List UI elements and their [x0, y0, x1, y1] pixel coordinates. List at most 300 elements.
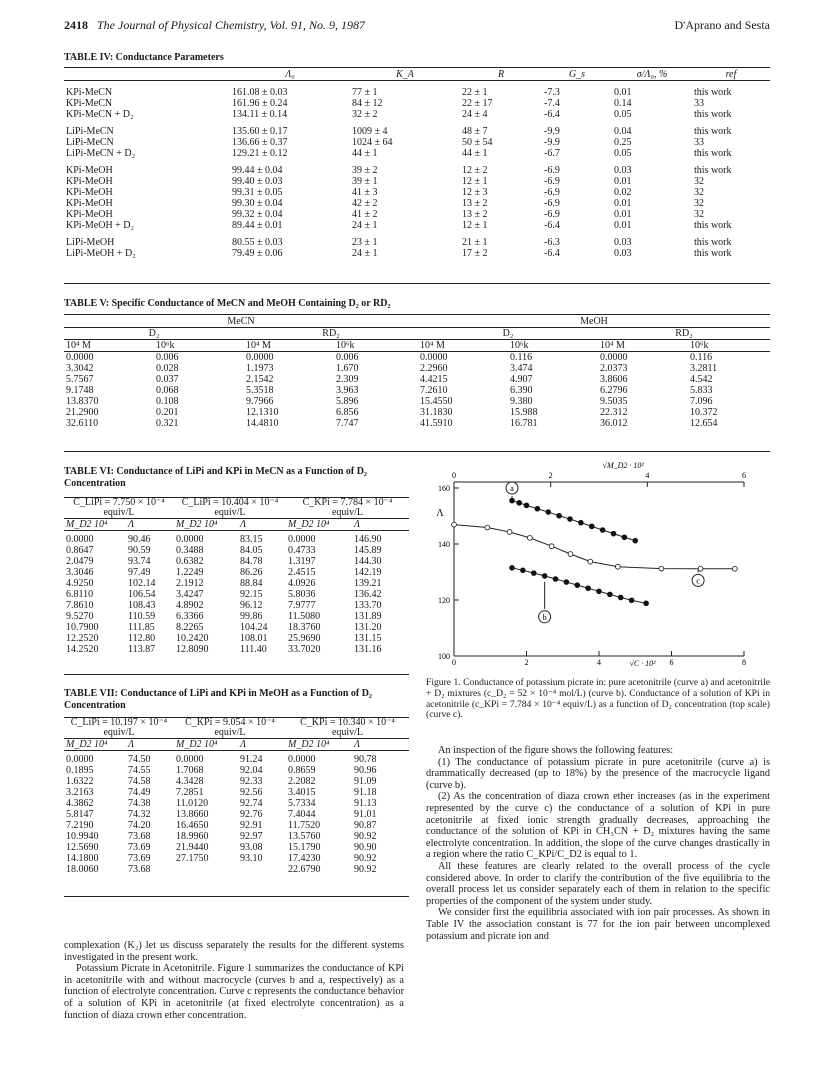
table5-row — [64, 363, 770, 374]
table4-cell: 24 ± 1 — [352, 248, 378, 259]
table6-cell: 146.90 — [354, 534, 382, 545]
table5-cell: 0.028 — [156, 363, 179, 374]
table7-cell: 74.50 — [128, 754, 151, 765]
table6-cell: 1.3197 — [288, 556, 316, 567]
table5-cell: 0.201 — [156, 407, 179, 418]
table6-subheader: M_D2 10⁴ — [174, 519, 238, 531]
page-header — [64, 18, 770, 38]
table6-cell: 106.54 — [128, 589, 156, 600]
table4-cell: KPi-MeCN + D₂ — [66, 109, 134, 120]
table7-subheader: M_D2 10⁴ — [286, 739, 352, 751]
table6-cell: 4.9250 — [66, 578, 94, 589]
table7-cell: 92.74 — [240, 798, 263, 809]
table6-bottom-rule — [64, 674, 409, 675]
table6-cell: 6.8110 — [66, 589, 94, 600]
table4-cell: 44 ± 1 — [352, 148, 378, 159]
y-tick-label: 160 — [438, 484, 450, 493]
table7-cell: 10.9940 — [66, 831, 99, 842]
table6-row — [64, 600, 409, 611]
table4-cell: LiPi-MeCN + D₂ — [66, 148, 136, 159]
journal-title: The Journal of Physical Chemistry, Vol. 91, No. 9, 1987 — [97, 18, 365, 32]
table6-cell: 111.85 — [128, 622, 155, 633]
curve-c-point — [659, 566, 664, 571]
y-tick-label: 140 — [438, 540, 450, 549]
table4-cell: 99.31 ± 0.05 — [232, 187, 283, 198]
table7-cell: 91.13 — [354, 798, 377, 809]
table6-cell: 131.16 — [354, 644, 382, 655]
table6-cell: 108.43 — [128, 600, 156, 611]
table7-bottom-rule — [64, 896, 409, 897]
table5-cell: 2.0373 — [600, 363, 628, 374]
curve-a-point — [535, 506, 540, 511]
x-top-tick-label: 2 — [548, 471, 553, 480]
table7-cell: 90.90 — [354, 842, 377, 853]
table4-cell: -7.3 — [544, 87, 560, 98]
table5-cell: 0.116 — [510, 352, 533, 363]
table7-series-header: C_KPi = 10.340 × 10⁻⁴ equiv/L — [286, 718, 409, 739]
x-bottom-tick-label: 2 — [524, 658, 529, 667]
table6-cell: 0.8647 — [66, 545, 94, 556]
table5-cell: 2.2960 — [420, 363, 448, 374]
table4-cell: this work — [694, 126, 732, 137]
table7-row — [64, 864, 409, 875]
table7-series-header: C_KPi = 9.054 × 10⁻⁴ equiv/L — [174, 718, 286, 739]
table4-cell: 32 — [694, 198, 704, 209]
table7-cell: 92.97 — [240, 831, 263, 842]
table7-cell: 2.2082 — [288, 776, 316, 787]
table5-row — [64, 352, 770, 364]
table6-cell: 10.2420 — [176, 633, 209, 644]
authors: D'Aprano and Sesta — [674, 18, 770, 32]
table6-subheader: M_D2 10⁴ — [286, 519, 352, 531]
table5-solvent-header: MeOH — [418, 316, 770, 328]
curve-c-point — [527, 535, 532, 540]
table4-cell: 80.55 ± 0.03 — [232, 237, 283, 248]
table5-row — [64, 385, 770, 396]
table5-row — [64, 374, 770, 385]
table7-cell: 92.56 — [240, 787, 263, 798]
table5-ligand-header: RD₂ — [244, 328, 418, 340]
table6-cell: 25.9690 — [288, 633, 321, 644]
table7-row — [64, 820, 409, 831]
table4-row — [64, 198, 770, 209]
paragraph: (1) The conductance of potassium picrate in pure acetonitrile (curve a) is drammatically decreased (up to 18%) by the presence of the macrocycle ligand (curve b). — [426, 756, 770, 791]
table4-row — [64, 98, 770, 109]
table5-subheader: 10⁴ M — [418, 340, 508, 352]
table5-cell: 4.542 — [690, 374, 713, 385]
table6-cell: 0.6382 — [176, 556, 204, 567]
table4-cell: KPi-MeOH — [66, 187, 113, 198]
table7-series-row — [64, 718, 409, 739]
table5-ligand-row — [64, 328, 770, 340]
curve-b-point — [618, 595, 623, 600]
table4-column-header: Λ₀ — [230, 69, 350, 81]
table5-cell: 3.963 — [336, 385, 359, 396]
table7-cell: 74.20 — [128, 820, 151, 831]
table4-cell: 129.21 ± 0.12 — [232, 148, 288, 159]
table5-cell: 16.781 — [510, 418, 538, 429]
table7-cell: 12.5690 — [66, 842, 99, 853]
table4-row — [64, 148, 770, 159]
table5-cell: 32.6110 — [66, 418, 99, 429]
table7-cell: 91.24 — [240, 754, 263, 765]
table6-row — [64, 545, 409, 556]
table7-cell: 3.2163 — [66, 787, 94, 798]
table5-cell: 7.747 — [336, 418, 359, 429]
table5 — [64, 316, 770, 429]
table4-cell: 89.44 ± 0.01 — [232, 220, 283, 231]
table7-row — [64, 809, 409, 820]
table6-series-header: C_LiPi = 7.750 × 10⁻⁴ equiv/L — [64, 498, 174, 519]
table5-cell: 2.1542 — [246, 374, 274, 385]
table5-cell: 4.4215 — [420, 374, 448, 385]
table6-cell: 133.70 — [354, 600, 382, 611]
table7-cell: 73.68 — [128, 831, 151, 842]
table6-row — [64, 531, 409, 546]
table6-cell: 33.7020 — [288, 644, 321, 655]
text-column-left — [64, 940, 404, 1021]
table7-cell: 1.7068 — [176, 765, 204, 776]
x-top-tick-label: 6 — [742, 471, 746, 480]
table4-cell: 84 ± 12 — [352, 98, 383, 109]
table7 — [64, 718, 409, 875]
curve-b-point — [542, 574, 547, 579]
curve-a-point — [600, 528, 605, 533]
table6-cell: 102.14 — [128, 578, 156, 589]
table4-cell: 0.14 — [614, 98, 632, 109]
table6-cell: 11.5080 — [288, 611, 321, 622]
table7-cell: 17.4230 — [288, 853, 321, 864]
table4-cell: 12 ± 1 — [462, 220, 488, 231]
table6-row — [64, 622, 409, 633]
table4-cell: 12 ± 3 — [462, 187, 488, 198]
table5-cell: 1.670 — [336, 363, 359, 374]
table6-row — [64, 611, 409, 622]
table4-column-header: R — [460, 69, 542, 81]
table5-cell: 0.321 — [156, 418, 179, 429]
table7-cell: 91.01 — [354, 809, 377, 820]
table7-cell: 74.38 — [128, 798, 151, 809]
table7-cell: 0.1895 — [66, 765, 94, 776]
table6-cell: 111.40 — [240, 644, 267, 655]
table4-cell: 13 ± 2 — [462, 198, 488, 209]
table7-cell: 90.92 — [354, 864, 377, 875]
table4-cell: 39 ± 1 — [352, 176, 378, 187]
table6-cell: 97.49 — [128, 567, 151, 578]
curve-a-point — [578, 520, 583, 525]
table5-cell: 6.390 — [510, 385, 533, 396]
table7-cell: 90.92 — [354, 831, 377, 842]
curve-a-point — [589, 524, 594, 529]
curve-b-point — [597, 589, 602, 594]
table6-cell: 144.30 — [354, 556, 382, 567]
curve-a-point — [557, 513, 562, 518]
table6-row — [64, 578, 409, 589]
table4-row — [64, 176, 770, 187]
table5-cell: 9.380 — [510, 396, 533, 407]
y-tick-label: 100 — [438, 652, 450, 661]
table5-cell: 0.006 — [156, 352, 179, 363]
table7-cell: 73.69 — [128, 853, 151, 864]
table4-cell: 41 ± 2 — [352, 209, 378, 220]
table4-cell: 32 — [694, 187, 704, 198]
y-tick-label: 120 — [438, 596, 450, 605]
table4-cell: 12 ± 2 — [462, 165, 488, 176]
figure-1-caption: Figure 1. Conductance of potassium picrate in: pure acetonitrile (curve a) and acetonitrile + D₂ mixtures (c_D₂ = 52 × 10⁻⁴ mol/L) (curve b). Conductance of a solution of KPi in acetonitrile (c_KPi = 7.784 × 10⁻⁴ equiv/L) as a function of D₂ concentration (top scale) (curve c). — [426, 677, 770, 721]
table7-cell: 92.04 — [240, 765, 263, 776]
paragraph: An inspection of the figure shows the following features: — [438, 745, 674, 756]
table4-cell: 17 ± 2 — [462, 248, 488, 259]
table5-ligand-header: D₂ — [418, 328, 598, 340]
table4-cell: KPi-MeOH + D₂ — [66, 220, 135, 231]
table4-cell: 33 — [694, 98, 704, 109]
table5-subheader-row — [64, 340, 770, 352]
table6-cell: 7.8610 — [66, 600, 94, 611]
table4-cell: -6.9 — [544, 187, 560, 198]
table4-cell: 79.49 ± 0.06 — [232, 248, 283, 259]
curve-b-point — [629, 598, 634, 603]
paragraph: All these features are clearly related to the overall process of the cycle considered above. In order to clarify the contribution of the five equilibria to the overall process let us consider separately each of them in relation to the specific properties of the component of the system under study. — [426, 860, 770, 907]
table4-top-rule — [64, 67, 770, 68]
x-bottom-axis-label: √C · 10² — [629, 659, 656, 668]
table5-top-rule — [64, 314, 770, 315]
table5-ligand-header: RD₂ — [598, 328, 770, 340]
table4-cell: 99.44 ± 0.04 — [232, 165, 283, 176]
curve-a-point — [633, 538, 638, 543]
table4-cell: 0.01 — [614, 176, 632, 187]
table6-cell: 0.0000 — [176, 534, 204, 545]
table4-cell: 32 — [694, 176, 704, 187]
table4-cell: this work — [694, 148, 732, 159]
table6-cell: 2.4515 — [288, 567, 316, 578]
table4-cell: KPi-MeOH — [66, 198, 113, 209]
table4-cell: -6.4 — [544, 220, 560, 231]
table6-cell: 136.42 — [354, 589, 382, 600]
table6-cell: 2.1912 — [176, 578, 204, 589]
table7-cell: 14.1800 — [66, 853, 99, 864]
table6-cell: 0.0000 — [288, 534, 316, 545]
table4-row — [64, 137, 770, 148]
table7-cell — [238, 864, 286, 875]
table5-subheader: 10⁴ M — [244, 340, 334, 352]
table6-subheader: Λ — [238, 519, 286, 531]
curve-c-point — [507, 530, 512, 535]
table6-row — [64, 589, 409, 600]
table5-cell: 21.2900 — [66, 407, 99, 418]
table7-cell: 11.7520 — [288, 820, 321, 831]
table7-cell: 21.9440 — [176, 842, 209, 853]
table4-cell: 0.02 — [614, 187, 632, 198]
table7-cell: 93.08 — [240, 842, 263, 853]
curve-a-point — [611, 531, 616, 536]
table7-subheader: Λ — [238, 739, 286, 751]
table4-cell: 22 ± 17 — [462, 98, 493, 109]
table6-cell: 86.26 — [240, 567, 263, 578]
curve-c-point — [732, 566, 737, 571]
table6-cell: 108.01 — [240, 633, 268, 644]
table4-cell: 32 ± 2 — [352, 109, 378, 120]
table5-subheader: 10⁶k — [154, 340, 244, 352]
table7-cell: 90.78 — [354, 754, 377, 765]
table6-cell: 113.87 — [128, 644, 156, 655]
table4-cell: 0.25 — [614, 137, 632, 148]
table4-cell: 0.03 — [614, 165, 632, 176]
table4-cell: 99.30 ± 0.04 — [232, 198, 283, 209]
curve-a-point — [568, 517, 573, 522]
table4-cell: 161.96 ± 0.24 — [232, 98, 288, 109]
table4-cell: -9.9 — [544, 137, 560, 148]
table6-cell: 90.59 — [128, 545, 151, 556]
table7-cell: 74.55 — [128, 765, 151, 776]
table4-caption: TABLE IV: Conductance Parameters — [64, 52, 224, 63]
table7-cell: 91.09 — [354, 776, 377, 787]
table5-subheader: 10⁴ M — [598, 340, 688, 352]
table7-cell: 7.4044 — [288, 809, 316, 820]
table5-row — [64, 396, 770, 407]
x-bottom-tick-label: 0 — [452, 658, 456, 667]
table7-subheader: M_D2 10⁴ — [174, 739, 238, 751]
table5-cell: 12.1310 — [246, 407, 279, 418]
table4-cell: LiPi-MeOH — [66, 237, 115, 248]
table4-cell: 0.03 — [614, 248, 632, 259]
table4-cell: KPi-MeOH — [66, 176, 113, 187]
table4-cell: 24 ± 4 — [462, 109, 488, 120]
table7-cell: 16.4650 — [176, 820, 209, 831]
table5-cell: 9.5035 — [600, 396, 628, 407]
curve-c-line — [454, 525, 735, 569]
table5-cell: 0.116 — [690, 352, 713, 363]
table7-cell: 3.4015 — [288, 787, 316, 798]
x-bottom-tick-label: 4 — [597, 658, 601, 667]
table6-row — [64, 633, 409, 644]
table5-ligand-header: D₂ — [64, 328, 244, 340]
table5-bottom-rule — [64, 451, 770, 452]
curve-b-point — [586, 586, 591, 591]
table7-cell: 7.2851 — [176, 787, 204, 798]
table4-cell: KPi-MeOH — [66, 209, 113, 220]
table4-cell: -6.9 — [544, 165, 560, 176]
table4-cell: KPi-MeCN — [66, 87, 113, 98]
x-top-axis-label: √M_D2 · 10² — [602, 461, 644, 470]
table7-cell: 90.96 — [354, 765, 377, 776]
table4-bottom-rule — [64, 283, 770, 284]
table6-row — [64, 644, 409, 655]
table4-cell: 1009 ± 4 — [352, 126, 388, 137]
table7-cell: 11.0120 — [176, 798, 209, 809]
table7-cell: 27.1750 — [176, 853, 209, 864]
table5-cell: 41.5910 — [420, 418, 453, 429]
curve-b-point — [575, 583, 580, 588]
table5-cell: 9.1748 — [66, 385, 94, 396]
table4-cell: 0.05 — [614, 148, 632, 159]
table6-row — [64, 556, 409, 567]
table6-cell: 0.3488 — [176, 545, 204, 556]
table5-cell: 36.012 — [600, 418, 628, 429]
annotation-label: c — [696, 576, 700, 586]
table5-cell: 6.856 — [336, 407, 359, 418]
table7-subheader: M_D2 10⁴ — [64, 739, 126, 751]
table7-cell: 74.58 — [128, 776, 151, 787]
table6-subheader: M_D2 10⁴ — [64, 519, 126, 531]
table7-subheader: Λ — [126, 739, 174, 751]
table4-column-header: ref — [692, 69, 770, 81]
table5-cell: 12.654 — [690, 418, 718, 429]
table5-cell: 2.309 — [336, 374, 359, 385]
table5-cell: 0.068 — [156, 385, 179, 396]
table7-cell: 4.3428 — [176, 776, 204, 787]
table4-cell: 22 ± 1 — [462, 87, 488, 98]
table7-cell: 0.8659 — [288, 765, 316, 776]
table6-cell: 3.3046 — [66, 567, 94, 578]
table5-cell: 5.833 — [690, 385, 713, 396]
table4-cell: -6.9 — [544, 209, 560, 220]
table4-cell: this work — [694, 87, 732, 98]
table7-row — [64, 831, 409, 842]
table4-cell: 0.01 — [614, 198, 632, 209]
table6-cell: 139.21 — [354, 578, 382, 589]
table7-cell: 22.6790 — [288, 864, 321, 875]
curve-b-point — [520, 568, 525, 573]
curve-b-point — [564, 580, 569, 585]
paragraph: (2) As the concentration of diaza crown ether increases (as in the experiment represented by the curve c) the conductance of a solution of KPi in pure acetonitrile at fixed ionic strength gradually decreases, approaching the conductance of the solution of KPi in CH₃CN + D₂ mixtures having the same electrolyte concentration. In addition, the slope of the curve changes drastically in a region where the ratio C_KPi/C_D2 is equal to 1. — [426, 791, 770, 861]
table7-row — [64, 776, 409, 787]
table6-cell: 3.4247 — [176, 589, 204, 600]
table4-cell: 32 — [694, 209, 704, 220]
table4-cell: 99.40 ± 0.03 — [232, 176, 283, 187]
table4-cell: 136.66 ± 0.37 — [232, 137, 288, 148]
table6-cell: 131.20 — [354, 622, 382, 633]
table7-series-header: C_LiPi = 10.197 × 10⁻⁴ equiv/L — [64, 718, 174, 739]
table7-row — [64, 751, 409, 766]
table5-cell: 0.0000 — [600, 352, 628, 363]
curve-a-line — [512, 501, 635, 541]
figure-1-chart — [426, 458, 770, 674]
table4-cell: 0.01 — [614, 87, 632, 98]
table4-cell: 135.60 ± 0.17 — [232, 126, 288, 137]
table6-cell: 5.8036 — [288, 589, 316, 600]
table7-cell: 0.0000 — [288, 754, 316, 765]
table5-cell: 6.2796 — [600, 385, 628, 396]
table6-cell: 4.8902 — [176, 600, 204, 611]
table7-row — [64, 842, 409, 853]
table6-series-header: C_LiPi = 10.404 × 10⁻⁴ equiv/L — [174, 498, 286, 519]
table5-cell: 22.312 — [600, 407, 628, 418]
table7-cell: 15.1790 — [288, 842, 321, 853]
table4-cell: 48 ± 7 — [462, 126, 488, 137]
table6-cell: 8.2265 — [176, 622, 204, 633]
table7-cell: 4.3862 — [66, 798, 94, 809]
table6-cell: 110.59 — [128, 611, 156, 622]
table6-cell: 7.9777 — [288, 600, 316, 611]
table6-cell: 12.8090 — [176, 644, 209, 655]
table6-caption: TABLE VI: Conductance of LiPi and KPi in MeCN as a Function of D₂ Concentration — [64, 466, 367, 489]
table6-subheader-row — [64, 519, 409, 531]
table4-row — [64, 220, 770, 231]
table5-cell: 0.037 — [156, 374, 179, 385]
table7-subheader-row — [64, 739, 409, 751]
table4-cell: -6.9 — [544, 198, 560, 209]
x-top-tick-label: 4 — [645, 471, 650, 480]
table7-cell: 93.10 — [240, 853, 263, 864]
curve-c-point — [615, 564, 620, 569]
curve-b-point — [607, 592, 612, 597]
table4 — [64, 69, 770, 259]
table5-subheader: 10⁴ M — [64, 340, 154, 352]
table6-cell: 0.0000 — [66, 534, 94, 545]
table7-caption: TABLE VII: Conductance of LiPi and KPi in MeOH as a Function of D₂ Concentration — [64, 688, 372, 711]
x-bottom-tick-label: 8 — [742, 658, 746, 667]
table4-cell: -6.9 — [544, 176, 560, 187]
